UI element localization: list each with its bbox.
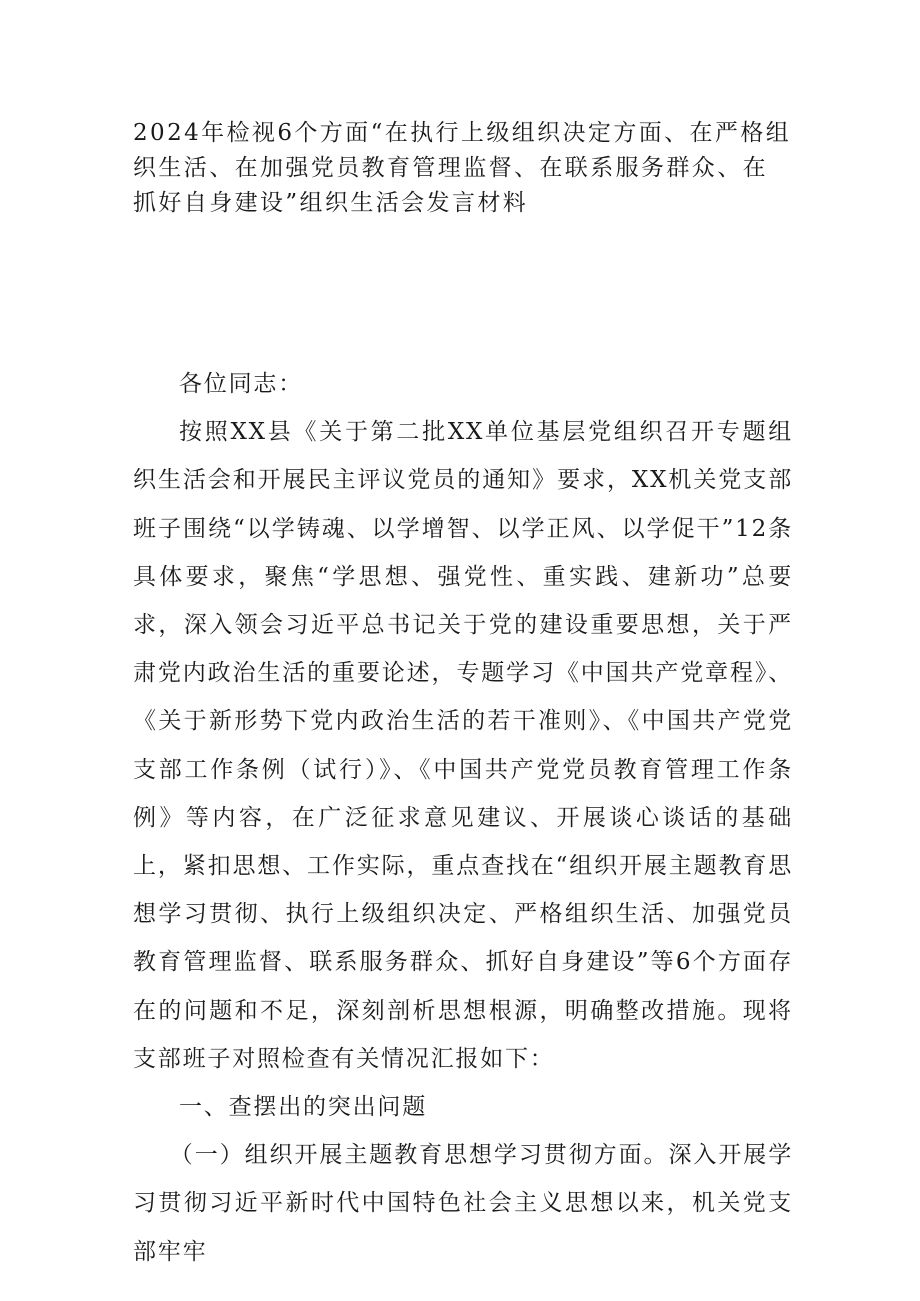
body-paragraph: 按照XX县《关于第二批XX单位基层党组织召开专题组织生活会和开展民主评议党员的通知》要求，XX机关党支部班子围绕“以学铸魂、以学增智、以学正风、以学促干”12条具体要求，聚焦“学思想、强党性、重实践、建新功”总要求，深入领会习近平总书记关于党的建设重要思想，关于严肃党内政治生活的重要论述，专题学习《中国共产党章程》、《关于新形势下党内政治生活的若干准则》、《中国共产党党支部工作条例（试行）》、《中国共产党党员教育管理工作条例》等内容，在广泛征求意见建议、开展谈心谈话的基础上，紧扣思想、工作实际，重点查找在“组织开展主题教育思想学习贯彻、执行上级组织决定、严格组织生活、加强党员教育管理监督、联系服务群众、抓好自身建设”等6个方面存在的问题和不足，深刻剖析思想根源，明确整改措施。现将支部班子对照检查有关情况汇报如下： — [133, 419, 793, 1072]
document-title: 2024年检视6个方面“在执行上级组织决定方面、在严格组织生活、在加强党员教育管理监督、在联系服务群众、在抓好自身建设”组织生活会发言材料 — [133, 120, 792, 216]
subsection-paragraph: （一）组织开展主题教育思想学习贯彻方面。深入开展学习贯彻习近平新时代中国特色社会主义思想以来，机关党支部牢牢 — [133, 1142, 793, 1265]
section-heading: 一、查摆出的突出问题 — [179, 1094, 427, 1121]
document-body — [133, 360, 793, 1276]
greeting: 各位同志： — [179, 371, 303, 397]
